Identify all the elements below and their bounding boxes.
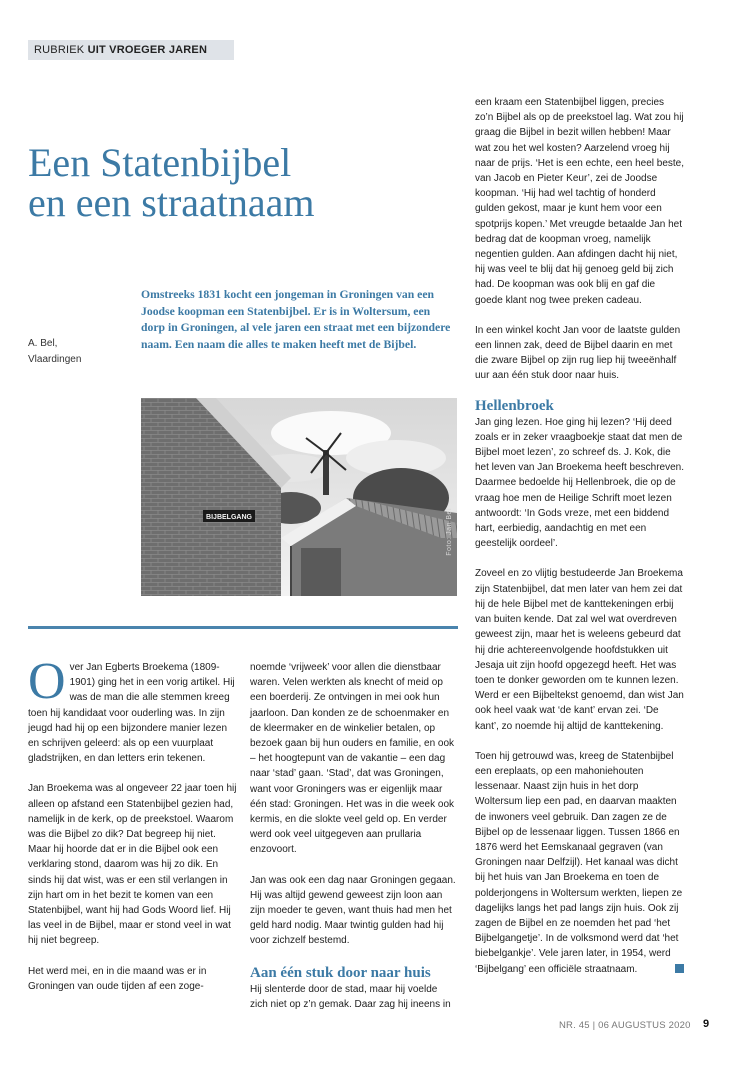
- paragraph: Jan Broekema was al ongeveer 22 jaar toen hij alleen op afstand een Statenbijbel gezien had, namelijk in de kerk, op de preekstoel. Waarom was die Bijbel zo dik? Dat begreep hij niet. Maar hij hoorde dat er in die Bijbel ook een verklaring stond, daarom was hij zo dik. En sinds hij dat wist, was er een stil verlangen in zijn hart om in het bezit te komen van een Statenbijbel, want hij had Gods Woord lief. Hij las veel in de Bijbel, maar er stond veel in wat hij niet begreep.: [28, 783, 237, 947]
- paragraph-text: Toen hij getrouwd was, kreeg de Statenbijbel een ereplaats, op een mahoniehouten lessenaar. Naast zijn huis in het dorp Woltersum liep een pad, en daarvan maakten de inwoners veel gebruik. Dan zagen ze de Bijbel op de lessenaar liggen. Tussen 1866 en 1876 werd het Eemskanaal gegraven (van Groningen naar Delfzijl). Het kanaal was dicht bij het huis van Jan Broekema en toen de polderjongens in Woltersum werkten, liepen ze dagelijks langs het pad langs zijn huis. Ook zij zagen de Bijbel en ze noemden het pad ‘het Bijbelgangetje’. In de volksmond werd dat ‘het biebelgankje’. Vele jaren later, in 1954, werd ‘Bijbelgang’ een officiële straatnaam.: [475, 750, 683, 975]
- paragraph: Jan was ook een dag naar Groningen gegaan. Hij was altijd gewend geweest zijn loon aan zijn moeder te geven, want thuis had men het geld hard nodig. Maar twintig gulden had hij voor zichzelf bestemd.: [250, 874, 456, 947]
- issue-footer: NR. 45 | 06 AUGUSTUS 2020: [559, 1020, 691, 1031]
- body-column-2: [250, 660, 457, 1012]
- rubric-label: [28, 40, 234, 60]
- body-column-3: [475, 95, 685, 977]
- author-name: A. Bel,: [28, 338, 58, 349]
- subheading: Aan één stuk door naar huis: [250, 964, 431, 981]
- section-rule: [28, 626, 458, 629]
- paragraph: Het werd mei, en in die maand was er in Groningen van oude tijden af een zoge-: [28, 965, 207, 992]
- title-line-2: en een straatnaam: [28, 180, 315, 225]
- subheading: Hellenbroek: [475, 397, 554, 414]
- intro-lead: Omstreeks 1831 kocht een jongeman in Groningen van een Joodse koopman een Statenbijbel. Er is in Woltersum, een dorp in Groningen, al vele jaren een straat met een bijzondere naam. Een naam die alles te maken heeft met de Bijbel.: [141, 288, 451, 351]
- author-place: Vlaardingen: [28, 354, 82, 365]
- body-column-1: [28, 653, 238, 994]
- title-line-1: Een Statenbijbel: [28, 140, 292, 185]
- paragraph-text: ver Jan Egberts Broekema (1809-1901) ging het in een vorig artikel. Hij was de man die alle stemmen kreeg toen hij kandidaat voor ouderling was. In zijn jeugd had hij op een bijzondere manier lezen en schrijven geleerd: als op een vuurplaat gladstrijken, en dan letters erin tekenen.: [28, 662, 235, 765]
- paragraph: In een winkel kocht Jan voor de laatste gulden een linnen zak, deed de Bijbel daarin en met die zware Bijbel op zijn rug liep hij tweeënhalf uur aan één stuk door naar huis.: [475, 324, 681, 382]
- photo-illustration: [141, 398, 457, 596]
- street-sign-text: BIJBELGANG: [206, 514, 252, 521]
- rubric-name: UIT VROEGER JAREN: [87, 44, 208, 56]
- paragraph: Hij slenterde door de stad, maar hij voelde zich niet op z’n gemak. Daar zag hij ineens in: [250, 983, 451, 1010]
- article-photo: [141, 398, 457, 596]
- paragraph: [28, 653, 238, 766]
- photo-credit: Foto: Jan Bel: [446, 508, 453, 556]
- author-byline: [28, 336, 81, 368]
- paragraph: Jan ging lezen. Hoe ging hij lezen? ‘Hij deed zoals er in zeker vraagboekje staat dat men de Bijbel moet lezen’, zo schreef ds. J. Kok, die het leven van Jan Broekema heeft beschreven. Daarmee bedoelde hij Hellenbroek, die op de vraag hoe men de Heilige Schrift moet lezen antwoordt: ‘In Gods vreze, met een biddend hart, eerbiedig, aandachtig en met een geestelijk oordeel’.: [475, 416, 685, 550]
- paragraph: een kraam een Statenbijbel liggen, precies zo’n Bijbel als op de preekstoel lag. Wat zou hij graag die Bijbel in bezit willen hebben! Maar wat zou het wel kosten? Aarzelend vroeg hij naar de prijs. ‘Het is een echte, een heel beste, van Jacob en Pieter Keur’, zei de Joodse koopman. ‘Hij had wel tachtig of honderd gulden gekost, maar je kunt hem voor een spotprijs kopen.’ Met vreugde betaalde Jan het bedrag dat de koopman vroeg, namelijk negentien gulden. Aan afdingen dacht hij niet, hij was veel te blij dat hij genoeg geld bij zich had. De koopman was ook blij en gaf die goede klant nog twee preken cadeau.: [475, 97, 685, 306]
- paragraph: noemde ‘vrijweek’ voor allen die dienstbaar waren. Velen werkten als knecht of meid op een boerderij. Ze ontvingen in mei ook hun jaarloon. Dan konden ze de schoenmaker en de kleermaker en de winkelier betalen, op bezoek gaan bij hun ouders en familie, en ook – het hoogtepunt van de vakantie – een dag naar ‘stad’ gaan. ‘Stad’, dat was Groningen, want voor Groningers was er eigenlijk maar één stad: Groningen. Het was in die week ook kermis, en die slokte veel geld op. En verder werd ook veel uitgegeven aan prullaria enzovoort.: [250, 662, 455, 856]
- article-title: [28, 140, 448, 225]
- page-number: 9: [703, 1018, 710, 1030]
- drop-cap: O: [28, 653, 66, 710]
- paragraph: [475, 749, 685, 977]
- paragraph: Zoveel en zo vlijtig bestudeerde Jan Broekema zijn Statenbijbel, dat men later van hem zei dat hij de hele Bijbel met de kanttekeningen erbij van buiten kende. Dat zal wel wat overdreven geweest zijn, maar het is weleens gebeurd dat hij drie achtereenvolgende hoofdstukken uit Jesaja uit zijn hoofd opgezegd heeft. Het was toen te donker geworden om te kunnen lezen. Werd er een Bijbeltekst genoemd, dan wist Jan ook heel vaak wat ‘de kant’ ervan zei. ‘De kant’, zo noemde hij altijd de kanttekening.: [475, 568, 684, 732]
- rubric-prefix: RUBRIEK: [34, 44, 85, 56]
- end-mark-icon: [675, 964, 684, 973]
